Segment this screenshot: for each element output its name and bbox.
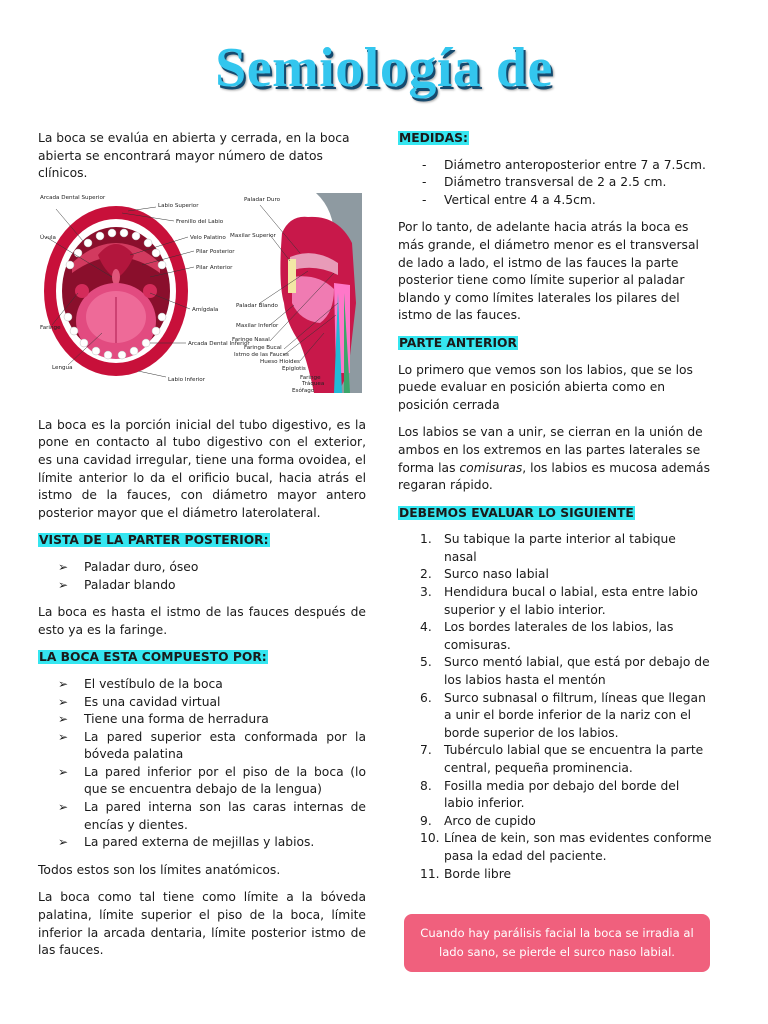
- list-item: 5. Surco mentó labial, que está por debajo de los labios hasta el mentón: [420, 655, 710, 688]
- list-item: 11. Borde libre: [420, 866, 512, 881]
- list-item: 7. Tubérculo labial que se encuentra la parte central, pequeña prominencia.: [420, 743, 704, 775]
- section-heading-compuesto: LA BOCA ESTA COMPUESTO POR:: [39, 650, 267, 665]
- label-amigdala: Amígdala: [192, 306, 219, 313]
- section-heading-evaluar: DEBEMOS EVALUAR LO SIGUIENTE: [399, 505, 634, 520]
- list-item: ➢ La pared externa de mejillas y labios.: [38, 834, 366, 852]
- label-istmo-fauces: Istmo de las Fauces: [234, 351, 289, 358]
- list-item: ➢ Es una cavidad virtual: [38, 694, 366, 712]
- comisuras-paragraph: Los labios se van a unir, se cierran en la unión de ambos en los extremos en las partes laterales se forma las comisuras, los labios es mucosa además regaran rápido.: [398, 425, 710, 493]
- label-arcada-superior: Arcada Dental Superior: [40, 194, 106, 201]
- intro-paragraph: La boca se evalúa en abierta y cerrada, en la boca abierta se encontrará mayor número de datos clínicos.: [38, 131, 350, 181]
- list-item: 4. Los bordes laterales de los labios, las comisuras.: [420, 620, 674, 652]
- label-frenillo: Frenillo del Labio: [176, 218, 224, 225]
- list-item: ➢ La pared inferior por el piso de la boca (lo que se encuentra debajo de la lengua): [38, 764, 366, 799]
- list-item: 8. Fosilla media por debajo del borde del labio inferior.: [420, 778, 680, 811]
- label-faringe-bucal: Faringe Bucal: [244, 344, 282, 351]
- evaluation-list: [398, 531, 712, 883]
- label-epiglotis: Epiglotis: [282, 365, 306, 372]
- list-item: ➢ Paladar blando: [38, 577, 366, 595]
- list-item: 3. Hendidura bucal o labial, esta entre labio superior y el labio interior.: [420, 585, 698, 617]
- label-traquea: Tráquea: [302, 380, 325, 387]
- label-paladar-blando: Paladar Blando: [236, 302, 278, 309]
- left-column: [38, 130, 366, 970]
- right-column: [398, 130, 712, 893]
- list-item: - Vertical entre 4 a 4.5cm.: [398, 192, 712, 210]
- section-heading-parte-anterior: PARTE ANTERIOR: [399, 335, 517, 350]
- mouth-anatomy-illustration: [38, 193, 362, 395]
- label-hueso-hioides: Hueso Hioides: [260, 358, 300, 365]
- list-item: 1. Su tabique la parte interior al tabique nasal: [420, 532, 676, 564]
- label-lengua: Lengua: [52, 364, 73, 371]
- list-item: - Diámetro transversal de 2 a 2.5 cm.: [398, 174, 712, 192]
- diameter-paragraph: Por lo tanto, de adelante hacia atrás la boca es más grande, el diámetro menor es el transversal de lado a lado, el istmo de las fauces la parte posterior tiene como límite superior al paladar blando y como límites laterales los pilares del istmo de las fauces.: [398, 220, 699, 323]
- measures-list: [398, 157, 712, 210]
- label-labio-inferior: Labio Inferior: [168, 376, 206, 383]
- label-esofago: Esófago: [292, 387, 315, 394]
- label-faringe-nasal: Faringe Nasal: [232, 336, 270, 343]
- label-faringe: Faringe: [40, 324, 61, 331]
- limites-paragraph: Todos estos son los límites anatómicos.: [38, 862, 281, 877]
- page-title: Semiología de: [215, 37, 553, 99]
- mouth-anatomy-figure: [38, 193, 362, 395]
- label-maxilar-superior: Maxilar Superior: [230, 232, 276, 239]
- section-heading-vista-posterior: VISTA DE LA PARTER POSTERIOR:: [39, 533, 269, 548]
- labios-paragraph: Lo primero que vemos son los labios, que se los puede evaluar en posición abierta como en posición cerrada: [398, 362, 693, 412]
- boca-limites-paragraph: La boca como tal tiene como límite a la bóveda palatina, límite superior el piso de la boca, límite inferior la arcada dentaria, límite posterior istmo de las fauces.: [38, 890, 366, 958]
- list-item: 9. Arco de cupido: [420, 813, 536, 828]
- istmo-paragraph: La boca es hasta el istmo de las fauces después de esto ya es la faringe.: [38, 605, 366, 637]
- list-item: 6. Surco subnasal o filtrum, líneas que llegan a unir el borde inferior de la nariz con el borde superior de los labios.: [420, 690, 706, 740]
- list-item: 2. Surco naso labial: [420, 567, 549, 582]
- list-item: ➢ Tiene una forma de herradura: [38, 711, 366, 729]
- list-item: ➢ El vestíbulo de la boca: [38, 676, 366, 694]
- list-item: ➢ La pared superior esta conformada por la bóveda palatina: [38, 729, 366, 764]
- definition-paragraph: La boca es la porción inicial del tubo digestivo, es la pone en contacto al tubo digestivo con el exterior, es una cavidad irregular, tiene una forma ovoidea, el límite anterior lo da el orificio bucal, hacia atrás el istmo de la fauces, con diámetro mayor antero posterior mayor que el diámetro laterolateral.: [38, 417, 366, 520]
- label-pilar-posterior: Pilar Posterior: [196, 248, 235, 255]
- list-item: - Diámetro anteroposterior entre 7 a 7.5cm.: [398, 157, 712, 175]
- posterior-list: [38, 559, 366, 594]
- list-item: 10. Línea de kein, son mas evidentes conforme pasa la edad del paciente.: [420, 831, 712, 863]
- facial-paralysis-callout: Cuando hay parálisis facial la boca se irradia al lado sano, se pierde el surco naso labial.: [404, 914, 710, 972]
- section-heading-medidas: MEDIDAS:: [399, 131, 468, 145]
- label-paladar-duro-text: Paladar Duro: [244, 196, 281, 203]
- label-faringe-2: Faringe: [300, 374, 321, 381]
- label-uvula: Úvula: [40, 234, 56, 241]
- label-labio-superior: Labio Superior: [158, 202, 199, 209]
- label-velo-palatino: Velo Palatino: [190, 234, 226, 241]
- list-item: ➢ La pared interna son las caras internas de encías y dientes.: [38, 799, 366, 834]
- label-arcada-inferior: Arcada Dental Inferior: [188, 340, 250, 347]
- compuesto-list: [38, 676, 366, 852]
- label-pilar-anterior: Pilar Anterior: [196, 264, 233, 271]
- list-item: ➢ Paladar duro, óseo: [38, 559, 366, 577]
- label-maxilar-inferior: Maxilar Inferior: [236, 322, 279, 329]
